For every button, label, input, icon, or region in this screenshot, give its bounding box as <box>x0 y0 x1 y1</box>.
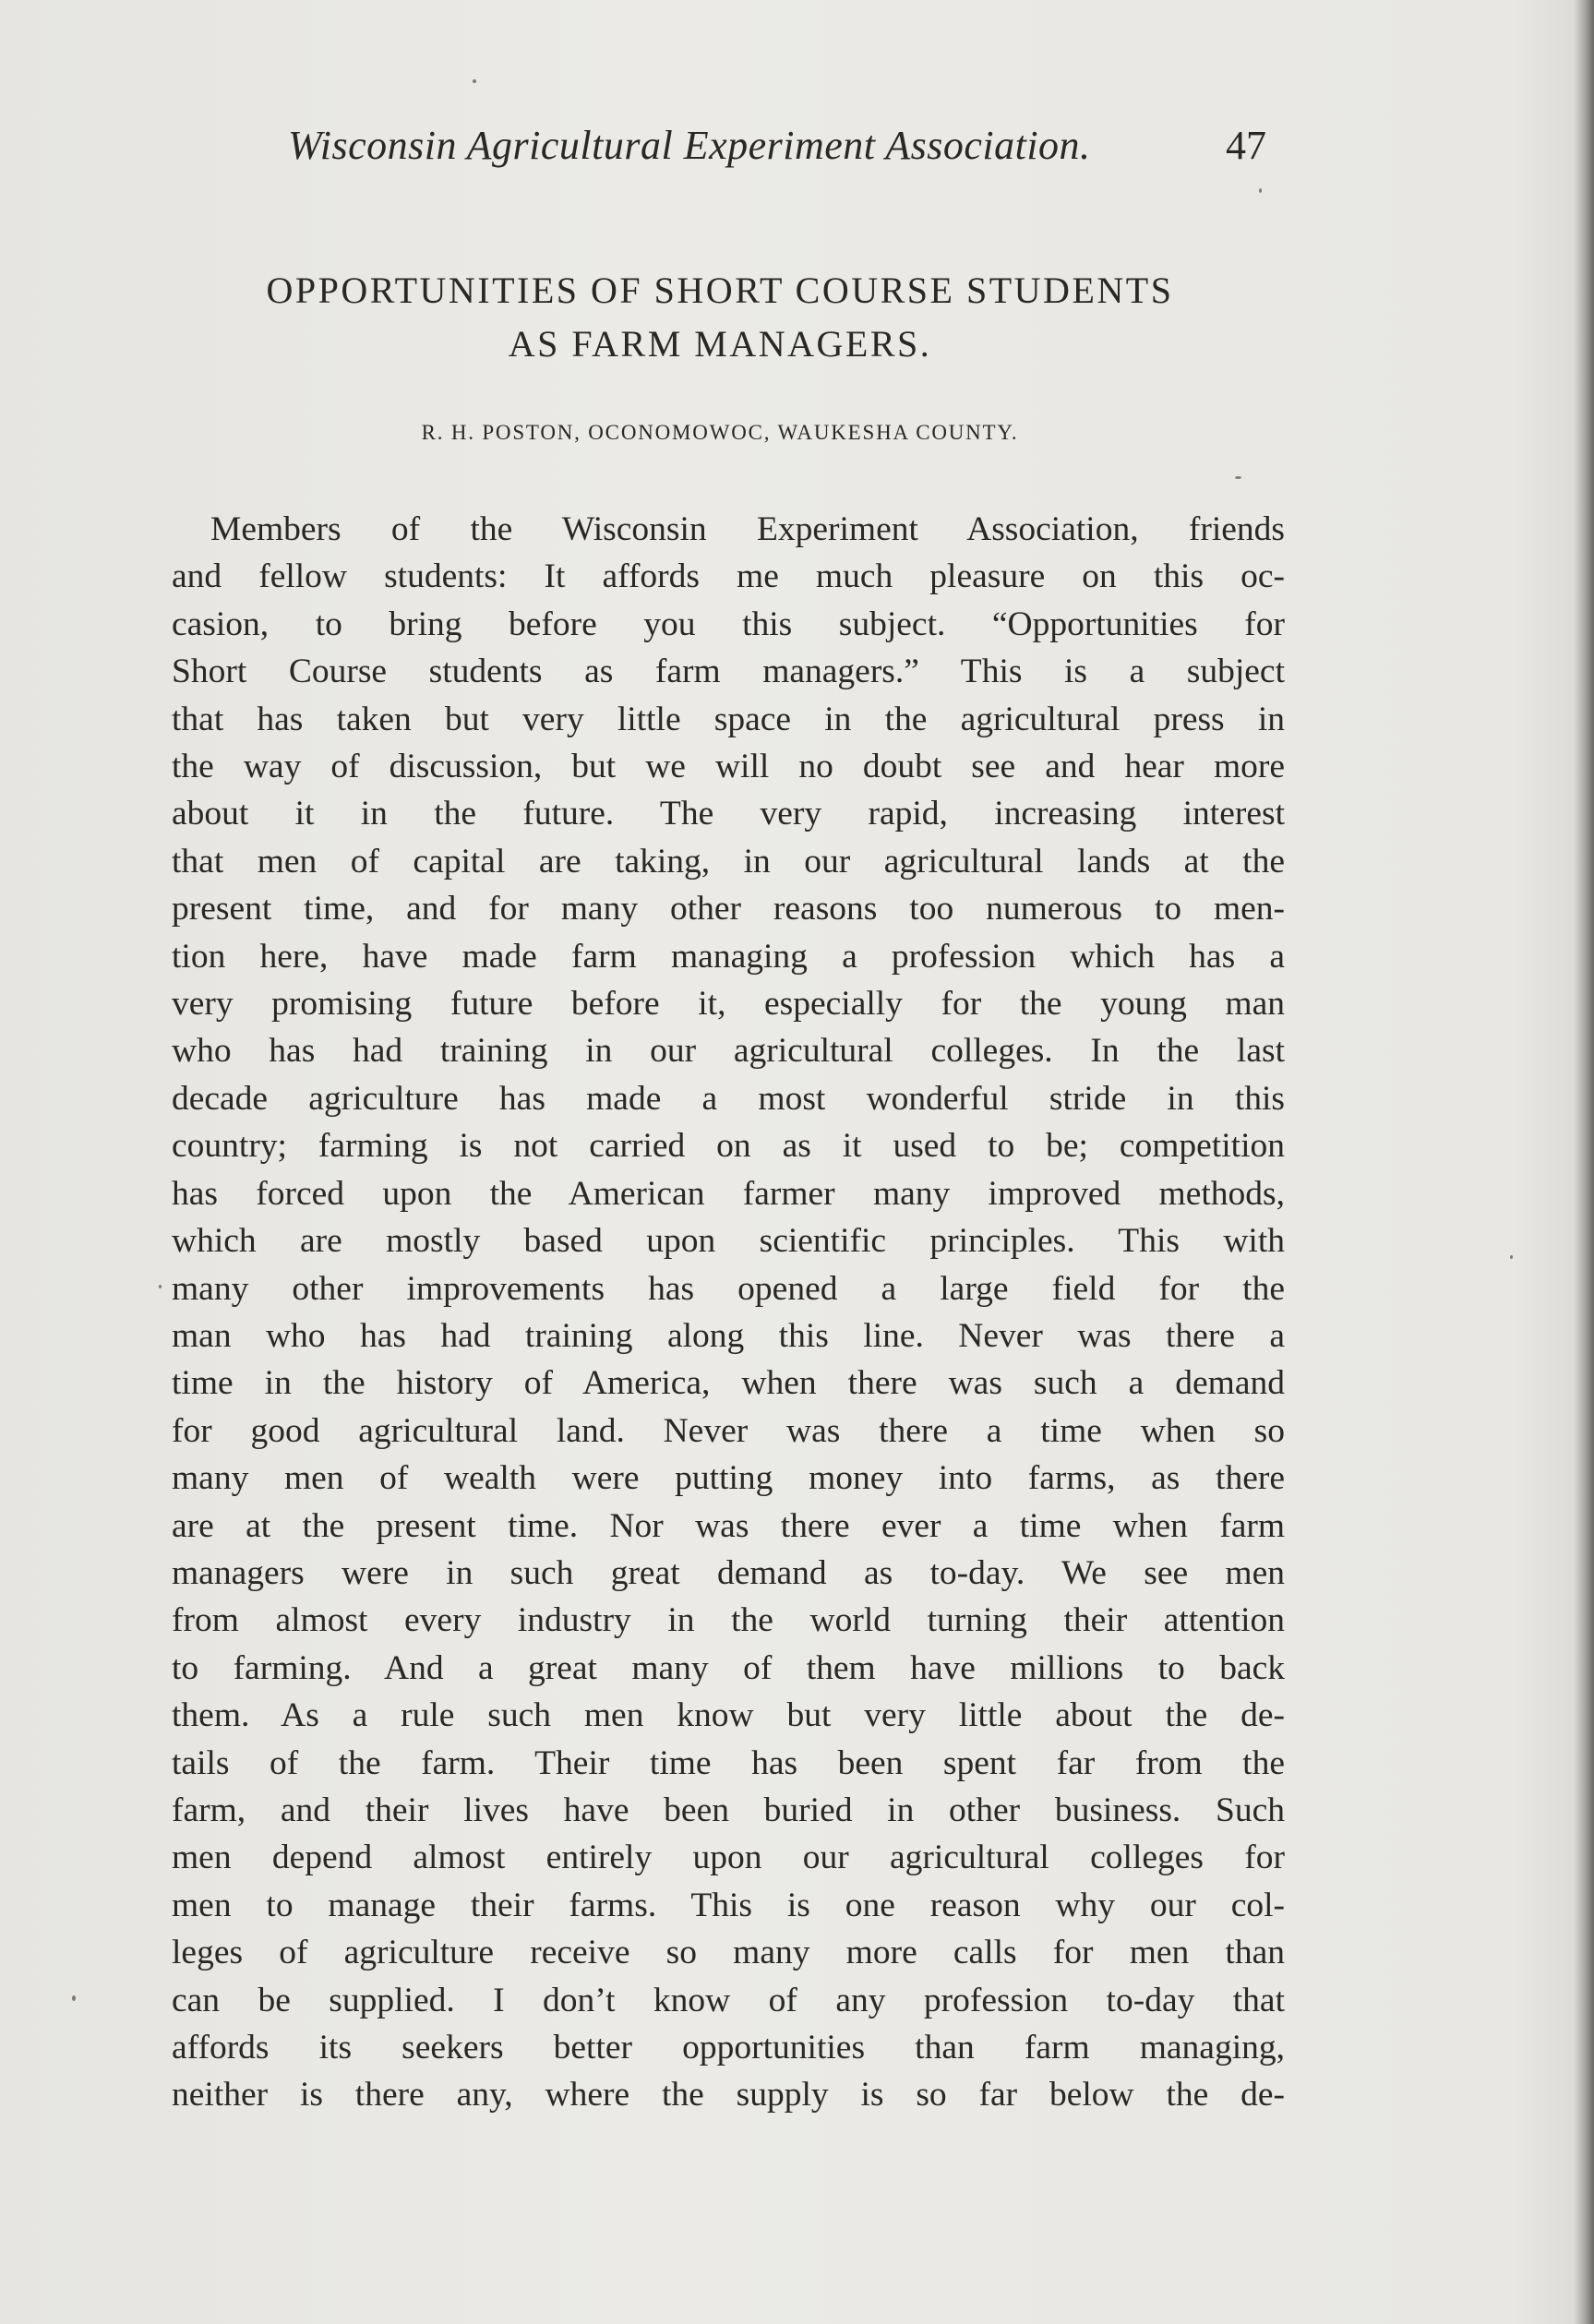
body-line: present time, and for many other reasons too numerous to men- <box>172 890 1285 928</box>
body-line: managers were in such great demand as to-day. We see men <box>172 1553 1285 1592</box>
body-line: that has taken but very little space in the agricultural press in <box>172 700 1285 738</box>
body-line: about it in the future. The very rapid, increasing interest <box>172 795 1285 833</box>
body-line: Short Course students as farm managers.” This is a subject <box>172 653 1285 691</box>
body-line: decade agriculture has made a most wonderful stride in this <box>172 1079 1285 1118</box>
body-line: time in the history of America, when there was such a demand <box>172 1364 1285 1403</box>
body-line: men to manage their farms. This is one reason why our col- <box>172 1886 1285 1924</box>
print-speck <box>159 1285 162 1288</box>
page-number: 47 <box>1226 123 1266 168</box>
body-line: to farming. And a great many of them have millions to back <box>172 1648 1285 1687</box>
body-line: very promising future before it, especially for the young man <box>172 985 1285 1024</box>
print-speck <box>72 1995 76 2001</box>
body-line: them. As a rule such men know but very little about the de- <box>172 1696 1285 1735</box>
body-line: men depend almost entirely upon our agricultural colleges for <box>172 1839 1285 1877</box>
body-line: man who has had training along this line. Never was there a <box>172 1316 1285 1355</box>
body-line: the way of discussion, but we will no doubt see and hear more <box>172 748 1285 786</box>
body-line: farm, and their lives have been buried in other business. Such <box>172 1791 1285 1829</box>
print-speck <box>473 79 476 83</box>
body-line: casion, to bring before you this subject. “Opportunities for <box>172 605 1285 643</box>
body-line: many men of wealth were putting money into farms, as there <box>172 1459 1285 1498</box>
body-line: Members of the Wisconsin Experiment Association, friends <box>210 510 1285 548</box>
article-title <box>148 264 1292 371</box>
author-byline: R. H. POSTON, OCONOMOWOC, WAUKESHA COUNTY. <box>421 421 1019 444</box>
body-line: affords its seekers better opportunities than farm managing, <box>172 2029 1285 2066</box>
body-line: tion here, have made farm managing a profession which has a <box>172 937 1285 976</box>
body-line: many other improvements has opened a large field for the <box>172 1269 1285 1308</box>
body-line: country; farming is not carried on as it used to be; competition <box>172 1127 1285 1166</box>
article-body <box>172 506 1285 2119</box>
body-line: leges of agriculture receive so many more calls for men than <box>172 1934 1285 1972</box>
body-line: who has had training in our agricultural colleges. In the last <box>172 1032 1285 1071</box>
body-line: tails of the farm. Their time has been spent far from the <box>172 1743 1285 1782</box>
article-title-line: AS FARM MANAGERS. <box>508 323 932 365</box>
print-speck <box>1510 1255 1513 1259</box>
print-speck <box>1259 188 1262 193</box>
body-line: are at the present time. Nor was there ever a time when farm <box>172 1506 1285 1545</box>
body-line: which are mostly based upon scientific principles. This with <box>172 1222 1285 1261</box>
running-head <box>288 122 1266 177</box>
print-speck <box>1235 476 1241 479</box>
body-line: neither is there any, where the supply is so far below the de- <box>172 2076 1285 2114</box>
body-line: can be supplied. I don’t know of any profession to-day that <box>172 1981 1285 2019</box>
body-line: has forced upon the American farmer many improved methods, <box>172 1174 1285 1213</box>
body-line: for good agricultural land. Never was there a time when so <box>172 1411 1285 1450</box>
article-title-line: OPPORTUNITIES OF SHORT COURSE STUDENTS <box>266 270 1174 311</box>
page-binding-edge <box>1574 0 1594 2324</box>
body-line: that men of capital are taking, in our agricultural lands at the <box>172 842 1285 880</box>
body-line: and fellow students: It affords me much pleasure on this oc- <box>172 557 1285 596</box>
running-head-title: Wisconsin Agricultural Experiment Association. <box>288 123 1091 168</box>
body-line: from almost every industry in the world turning their attention <box>172 1601 1285 1640</box>
